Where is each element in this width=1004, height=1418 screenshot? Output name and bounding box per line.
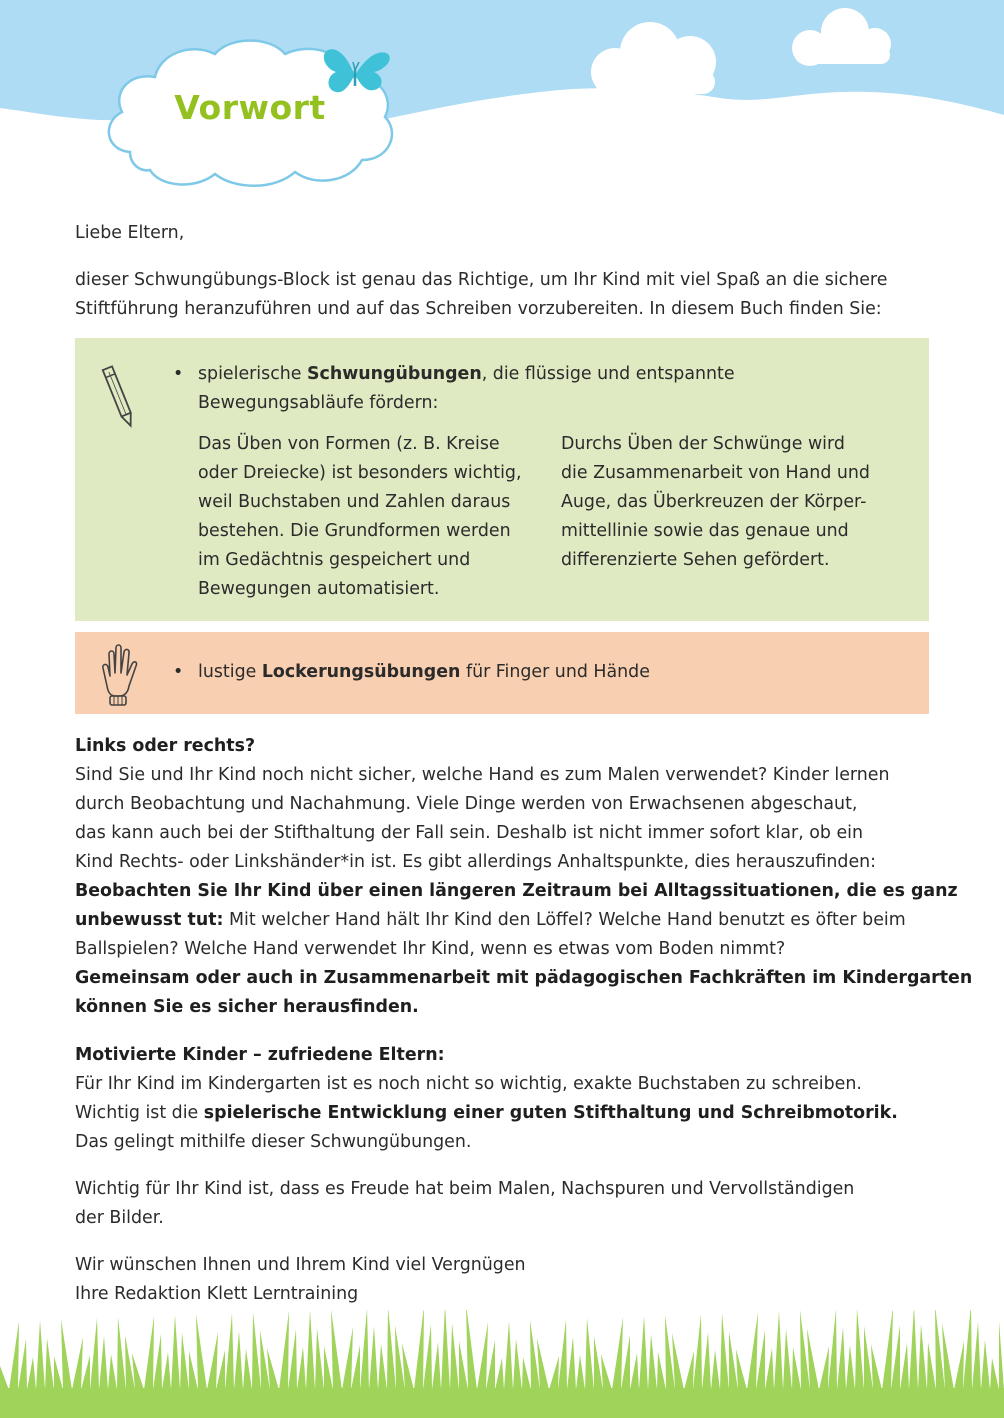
left-column-text — [198, 430, 543, 604]
section-line: Für Ihr Kind im Kindergarten ist es noch nicht so wichtig, exakte Buchstaben zu schreiben. — [75, 1074, 862, 1094]
page-title: Vorwort — [174, 88, 326, 127]
bullet-text-line2: Bewegungsabläufe fördern: — [198, 393, 439, 413]
col-line: differenzierte Sehen gefördert. — [561, 550, 830, 570]
closing-line: Wichtig für Ihr Kind ist, dass es Freude hat beim Malen, Nachspuren und Vervollständigen — [75, 1179, 855, 1199]
closing-paragraph — [75, 1175, 935, 1233]
pencil-icon — [97, 362, 141, 432]
col-line: oder Dreiecke) ist besonders wichtig, — [198, 463, 522, 483]
bullet-lockerungsuebungen — [198, 658, 898, 687]
section-inline-pre: Wichtig ist die — [75, 1103, 204, 1123]
hand-icon — [97, 640, 139, 710]
signature-line: Wir wünschen Ihnen und Ihrem Kind viel Vergnügen — [75, 1255, 526, 1275]
section-line: Sind Sie und Ihr Kind noch nicht sicher, welche Hand es zum Malen verwendet? Kinder lernen — [75, 765, 890, 785]
bullet-schwunguebungen — [198, 360, 898, 418]
right-column-text — [561, 430, 906, 575]
section-heading: Links oder rechts? — [75, 736, 256, 756]
col-line: Bewegungen automatisiert. — [198, 579, 440, 599]
lockerungsuebungen-box — [75, 632, 929, 714]
section-links-oder-rechts — [75, 732, 973, 1022]
bullet-text-post: , die flüssige und entspannte — [481, 364, 735, 384]
bullet-text-pre: lustige — [198, 662, 262, 682]
intro-paragraph — [75, 266, 935, 324]
col-line: im Gedächtnis gespeichert und — [198, 550, 471, 570]
intro-line: dieser Schwungübungs-Block ist genau das Richtige, um Ihr Kind mit viel Spaß an die sichere — [75, 270, 888, 290]
bullet-text-pre: spielerische — [198, 364, 308, 384]
col-line: Auge, das Überkreuzen der Körper- — [561, 492, 867, 512]
section-inline-bold: unbewusst tut: — [75, 910, 224, 930]
bullet-dot: • — [173, 364, 184, 384]
section-heading: Motivierte Kinder – zufriedene Eltern: — [75, 1045, 445, 1065]
bullet-text-bold: Lockerungsübungen — [261, 662, 461, 682]
section-line-bold: Gemeinsam oder auch in Zusammenarbeit mit pädagogischen Fachkräften im Kindergarten — [75, 968, 973, 988]
signature-line: Ihre Redaktion Klett Lerntraining — [75, 1284, 359, 1304]
bullet-text-bold: Schwungübungen — [307, 364, 482, 384]
section-line-bold: können Sie es sicher herausfinden. — [75, 997, 419, 1017]
section-motivierte-kinder — [75, 1041, 935, 1157]
schwunguebungen-box — [75, 338, 929, 621]
section-line: Das gelingt mithilfe dieser Schwungübungen. — [75, 1132, 472, 1152]
section-inline-rest: Mit welcher Hand hält Ihr Kind den Löffel? Welche Hand benutzt es öfter beim — [223, 910, 906, 930]
section-line-bold: Beobachten Sie Ihr Kind über einen längeren Zeitraum bei Alltagssituationen, die es ganz — [75, 881, 958, 901]
signature — [75, 1251, 935, 1309]
section-line: durch Beobachtung und Nachahmung. Viele Dinge werden von Erwachsenen abgeschaut, — [75, 794, 858, 814]
section-line: das kann auch bei der Stifthaltung der Fall sein. Deshalb ist nicht immer sofort klar, ob ein — [75, 823, 864, 843]
bullet-text-post: für Finger und Hände — [460, 662, 650, 682]
closing-line: der Bilder. — [75, 1208, 164, 1228]
section-line: Kind Rechts- oder Linkshänder*in ist. Es gibt allerdings Anhaltspunkte, dies herauszufinden: — [75, 852, 877, 872]
grass-icon — [0, 1310, 1004, 1418]
col-line: weil Buchstaben und Zahlen daraus — [198, 492, 511, 512]
greeting: Liebe Eltern, — [75, 223, 185, 243]
col-line: Das Üben von Formen (z. B. Kreise — [198, 434, 500, 454]
bullet-dot: • — [173, 662, 184, 682]
section-line: Ballspielen? Welche Hand verwendet Ihr Kind, wenn es etwas vom Boden nimmt? — [75, 939, 786, 959]
col-line: bestehen. Die Grundformen werden — [198, 521, 511, 541]
col-line: mittellinie sowie das genaue und — [561, 521, 849, 541]
col-line: die Zusammenarbeit von Hand und — [561, 463, 870, 483]
col-line: Durchs Üben der Schwünge wird — [561, 434, 845, 454]
intro-line: Stiftführung heranzuführen und auf das Schreiben vorzubereiten. In diesem Buch finden Sie: — [75, 299, 882, 319]
section-inline-bold: spielerische Entwicklung einer guten Stifthaltung und Schreibmotorik. — [203, 1103, 898, 1123]
